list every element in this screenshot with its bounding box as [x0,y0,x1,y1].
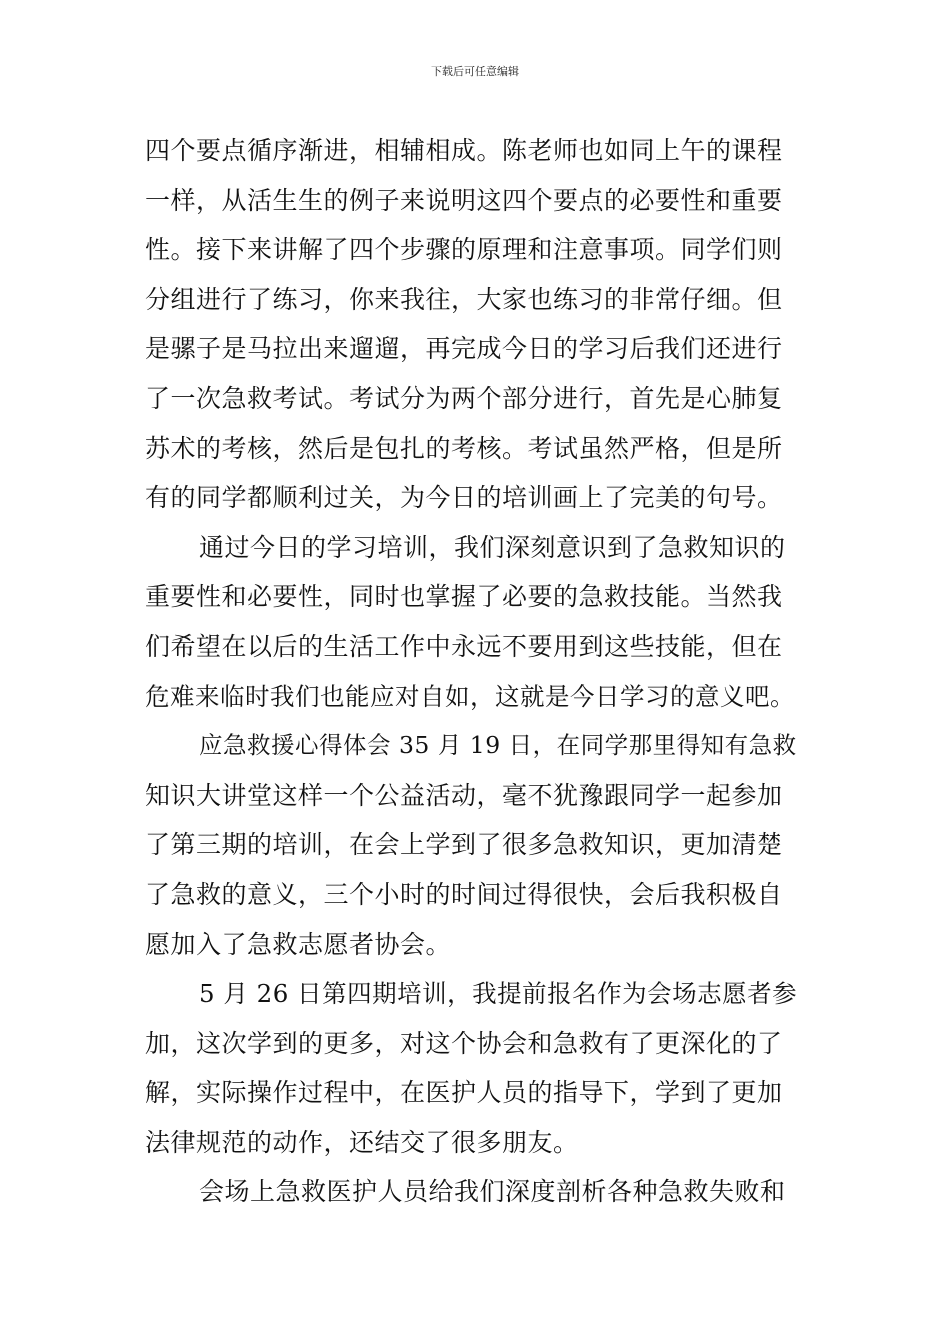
text-line: 分组进行了练习，你来我往，大家也练习的非常仔细。但 [145,284,783,314]
text-line: 愿加入了急救志愿者协会。 [145,929,452,959]
text-line: 知识大讲堂这样一个公益活动，毫不犹豫跟同学一起参加 [145,780,783,810]
text-line: 5 月 26 日第四期培训，我提前报名作为会场志愿者参 [199,979,798,1009]
document-body [145,126,807,1217]
text-line: 性。接下来讲解了四个步骤的原理和注意事项。同学们则 [145,235,783,265]
text-line: 了一次急救考试。考试分为两个部分进行，首先是心肺复 [145,383,783,413]
page-header: 下载后可任意编辑 [431,65,519,78]
text-line: 了第三期的培训，在会上学到了很多急救知识，更加清楚 [145,830,783,860]
text-line: 解，实际操作过程中，在医护人员的指导下，学到了更加 [145,1078,783,1108]
text-line: 们希望在以后的生活工作中永远不要用到这些技能，但在 [145,631,783,661]
text-line: 危难来临时我们也能应对自如，这就是今日学习的意义吧。 [145,681,795,711]
text-line: 重要性和必要性，同时也掌握了必要的急救技能。当然我 [145,582,783,612]
text-line: 会场上急救医护人员给我们深度剖析各种急救失败和 [199,1177,786,1207]
text-line: 是骡子是马拉出来遛遛，再完成今日的学习后我们还进行 [145,334,783,364]
text-line: 了急救的意义，三个小时的时间过得很快，会后我积极自 [145,879,783,909]
text-line: 四个要点循序渐进，相辅相成。陈老师也如同上午的课程 [145,136,783,165]
text-line: 加，这次学到的更多，对这个协会和急救有了更深化的了 [145,1028,783,1058]
text-line: 苏术的考核，然后是包扎的考核。考试虽然严格，但是所 [145,433,783,463]
text-line: 应急救援心得体会 35 月 19 日，在同学那里得知有急救 [199,731,797,760]
text-line: 通过今日的学习培训，我们深刻意识到了急救知识的 [199,532,786,562]
text-line: 有的同学都顺利过关，为今日的培训画上了完美的句号。 [145,483,783,513]
text-line: 法律规范的动作，还结交了很多朋友。 [145,1127,579,1157]
text-line: 一样，从活生生的例子来说明这四个要点的必要性和重要 [145,185,783,215]
